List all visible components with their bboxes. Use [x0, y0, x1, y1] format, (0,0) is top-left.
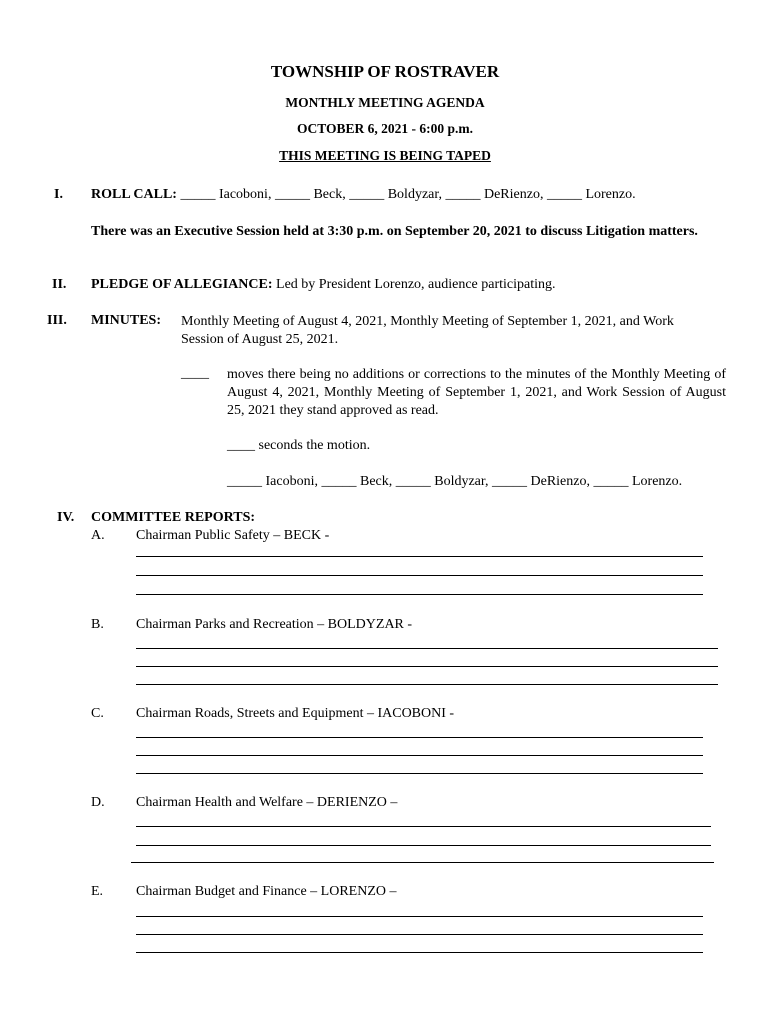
roll-call-line: [91, 187, 636, 203]
document-title: TOWNSHIP OF ROSTRAVER: [270, 62, 500, 81]
minutes-label: MINUTES:: [91, 313, 162, 328]
committee-item-e: Chairman Budget and Finance – LORENZO –: [136, 884, 397, 899]
report-line: [136, 916, 703, 917]
report-line: [136, 594, 703, 595]
pledge-line: [91, 277, 556, 293]
committee-letter-b: B.: [91, 617, 104, 632]
committee-letter-e: E.: [91, 884, 104, 899]
report-line: [136, 952, 703, 953]
section-number-committee: IV.: [57, 510, 75, 525]
executive-session-note: There was an Executive Session held at 3:30 p.m. on September 20, 2021 to discuss Litigation matters.: [91, 224, 698, 239]
committee-label: COMMITTEE REPORTS:: [91, 510, 256, 525]
document-subtitle: MONTHLY MEETING AGENDA: [285, 95, 485, 110]
committee-letter-c: C.: [91, 706, 104, 721]
report-line: [136, 755, 703, 756]
section-number-roll-call: I.: [54, 187, 63, 202]
report-line: [136, 845, 711, 846]
report-line: [136, 556, 703, 557]
committee-letter-d: D.: [91, 795, 105, 810]
report-line: [136, 684, 718, 685]
committee-item-b: Chairman Parks and Recreation – BOLDYZAR -: [136, 617, 413, 632]
minutes-vote: _____ Iacoboni, _____ Beck, _____ Boldyzar, _____ DeRienzo, _____ Lorenzo.: [227, 474, 683, 489]
section-number-pledge: II.: [52, 277, 67, 292]
minutes-description: Monthly Meeting of August 4, 2021, Monthly Meeting of September 1, 2021, and Work Session of August 25, 2021.: [181, 314, 674, 347]
report-line: [131, 862, 714, 863]
report-line: [136, 826, 711, 827]
roll-call-names: _____ Iacoboni, _____ Beck, _____ Boldyzar, _____ DeRienzo, _____ Lorenzo.: [180, 187, 636, 202]
committee-letter-a: A.: [91, 528, 105, 543]
motion-text: moves there being no additions or corrections to the minutes of the Monthly Meeting of August 4, 2021, Monthly Meeting of September 1, 2021, and Work Session of August 25, 2021 they stand approved as read.: [227, 367, 726, 418]
report-line: [136, 773, 703, 774]
motion-blank: ____: [181, 366, 209, 381]
taping-notice: THIS MEETING IS BEING TAPED: [279, 148, 491, 163]
committee-item-c: Chairman Roads, Streets and Equipment – IACOBONI -: [136, 706, 455, 721]
meeting-date: OCTOBER 6, 2021 - 6:00 p.m.: [296, 121, 473, 136]
report-line: [136, 575, 703, 576]
second-motion: ____ seconds the motion.: [227, 438, 371, 453]
committee-item-a: Chairman Public Safety – BECK -: [136, 528, 330, 543]
pledge-text: Led by President Lorenzo, audience participating.: [276, 277, 556, 292]
committee-item-d: Chairman Health and Welfare – DERIENZO –: [136, 795, 398, 810]
pledge-label: PLEDGE OF ALLEGIANCE:: [91, 277, 273, 292]
report-line: [136, 737, 703, 738]
report-line: [136, 648, 718, 649]
report-line: [136, 934, 703, 935]
roll-call-label: ROLL CALL:: [91, 187, 177, 202]
section-number-minutes: III.: [47, 313, 67, 328]
report-line: [136, 666, 718, 667]
